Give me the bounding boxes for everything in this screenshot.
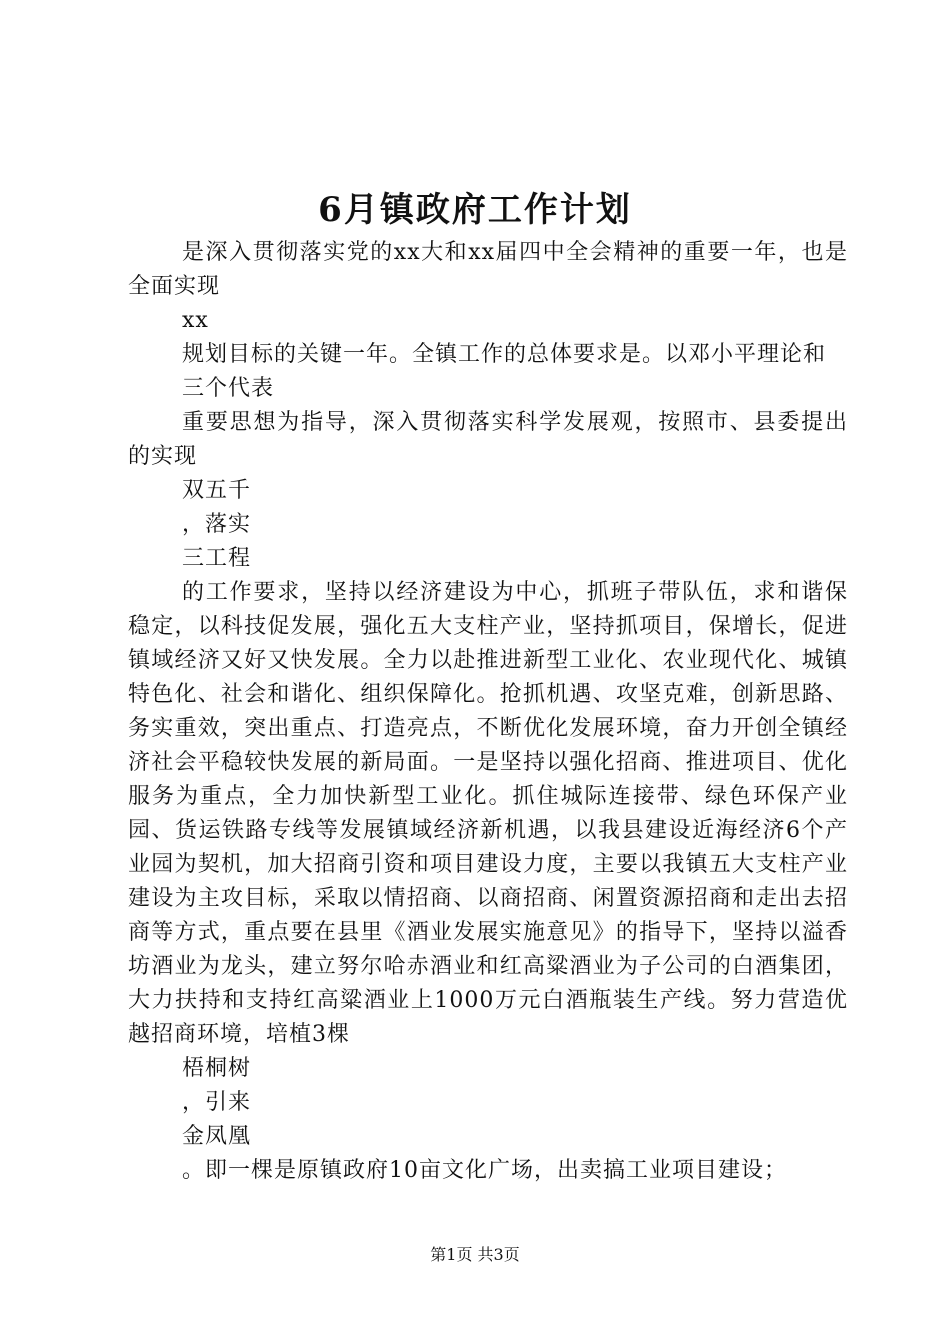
paragraph: ，引来 [182,1090,252,1115]
document-title: 6月镇政府工作计划 [318,190,632,230]
paragraph: 双五千 [182,478,252,503]
page-number-footer: 第1页 共3页 [430,1245,520,1264]
paragraph: ，落实 [182,512,252,537]
paragraph: xx [182,308,209,333]
paragraph: 三个代表 [182,376,275,401]
document-body [128,236,848,1188]
paragraph: 金凤凰 [182,1124,252,1149]
paragraph: 的工作要求，坚持以经济建设为中心，抓班子带队伍，求和谐保稳定，以科技促发展，强化五大支柱产业，坚持抓项目，保增长，促进镇域经济又好又快发展。全力以赴推进新型工业化、农业现代化、城镇特色化、社会和谐化、组织保障化。抢抓机遇、攻坚克难，创新思路、务实重效，突出重点、打造亮点，不断优化发展环境，奋力开创全镇经济社会平稳较快发展的新局面。一是坚持以强化招商、推进项目、优化服务为重点，全力加快新型工业化。抓住城际连接带、绿色环保产业园、货运铁路专线等发展镇域经济新机遇，以我县建设近海经济6个产业园为契机，加大招商引资和项目建设力度，主要以我镇五大支柱产业建设为主攻目标，采取以情招商、以商招商、闲置资源招商和走出去招商等方式，重点要在县里《酒业发展实施意见》的指导下，坚持以溢香坊酒业为龙头，建立努尔哈赤酒业和红高粱酒业为子公司的白酒集团，大力扶持和支持红高粱酒业上1000万元白酒瓶装生产线。努力营造优越招商环境，培植3棵 [128,580,848,1047]
paragraph: 三工程 [182,546,252,571]
paragraph: 梧桐树 [182,1056,252,1081]
paragraph: 。即一棵是原镇政府10亩文化广场，出卖搞工业项目建设； [182,1158,787,1183]
paragraph: 重要思想为指导，深入贯彻落实科学发展观，按照市、县委提出的实现 [128,410,848,469]
paragraph: 是深入贯彻落实党的xx大和xx届四中全会精神的重要一年，也是全面实现 [128,240,848,299]
paragraph: 规划目标的关键一年。全镇工作的总体要求是。以邓小平理论和 [182,342,827,367]
